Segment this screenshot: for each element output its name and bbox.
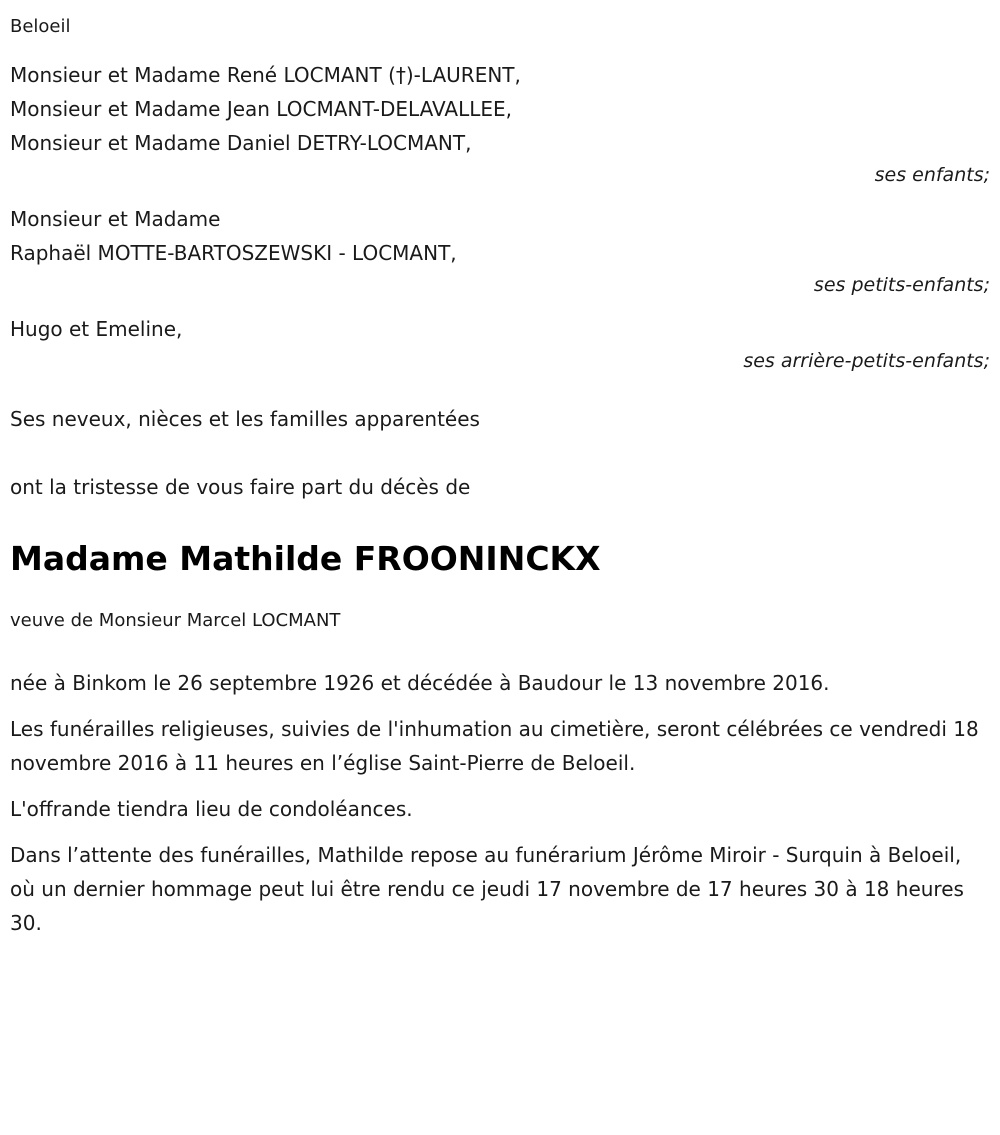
spacer-after-grandchildren [10,300,990,312]
family-name-line: Monsieur et Madame Daniel DETRY-LOCMANT, [10,131,472,155]
family-name-line: Raphaël MOTTE-BARTOSZEWSKI - LOCMANT, [10,241,457,265]
family-name-line: Monsieur et Madame [10,207,221,231]
announcement-intro-text: ont la tristesse de vous faire part du décès de [10,475,471,499]
family-group-children [10,58,990,190]
family-name-line: Monsieur et Madame Jean LOCMANT-DELAVALLEE, [10,97,512,121]
family-group-grandchildren [10,202,990,300]
spacer-before-offering [10,780,990,792]
offering-text: L'offrande tiendra lieu de condoléances. [10,797,413,821]
spacer-top [10,0,990,12]
extended-family-text: Ses neveux, nièces et les familles apparentées [10,407,480,431]
spacer-before-extended-family [10,376,990,402]
birth-death-text: née à Binkom le 26 septembre 1926 et décédée à Baudour le 13 novembre 2016. [10,671,830,695]
family-name-line: Monsieur et Madame René LOCMANT (†)-LAURENT, [10,63,521,87]
spacer-before-spouse [10,580,990,606]
family-name-line: Hugo et Emeline, [10,317,183,341]
spacer-before-funeral [10,700,990,712]
spacer-before-headline [10,504,990,538]
spacer-after-locality [10,42,990,58]
spacer-before-intro [10,436,990,470]
spacer-before-dates [10,636,990,666]
family-group-great-grandchildren [10,312,990,376]
relation-label-children: ses enfants; [874,164,990,186]
spouse-text: veuve de Monsieur Marcel LOCMANT [10,610,341,631]
visitation-text: Dans l’attente des funérailles, Mathilde repose au funérarium Jérôme Miroir - Surquin à Beloeil, où un dernier hommage peut lui être rendu ce jeudi 17 novembre de 17 heures 30 à 18 heures 30. [10,843,964,935]
relation-label-great-grandchildren: ses arrière-petits-enfants; [743,350,990,372]
spacer-before-visitation [10,826,990,838]
spacer-after-children [10,190,990,202]
funeral-details-text: Les funérailles religieuses, suivies de l'inhumation au cimetière, seront célébrées ce vendredi 18 novembre 2016 à 11 heures en l’église Saint-Pierre de Beloeil. [10,717,979,775]
deceased-name-heading: Madame Mathilde FROONINCKX [10,539,601,578]
locality-text: Beloeil [10,16,71,37]
relation-label-grandchildren: ses petits-enfants; [813,274,990,296]
